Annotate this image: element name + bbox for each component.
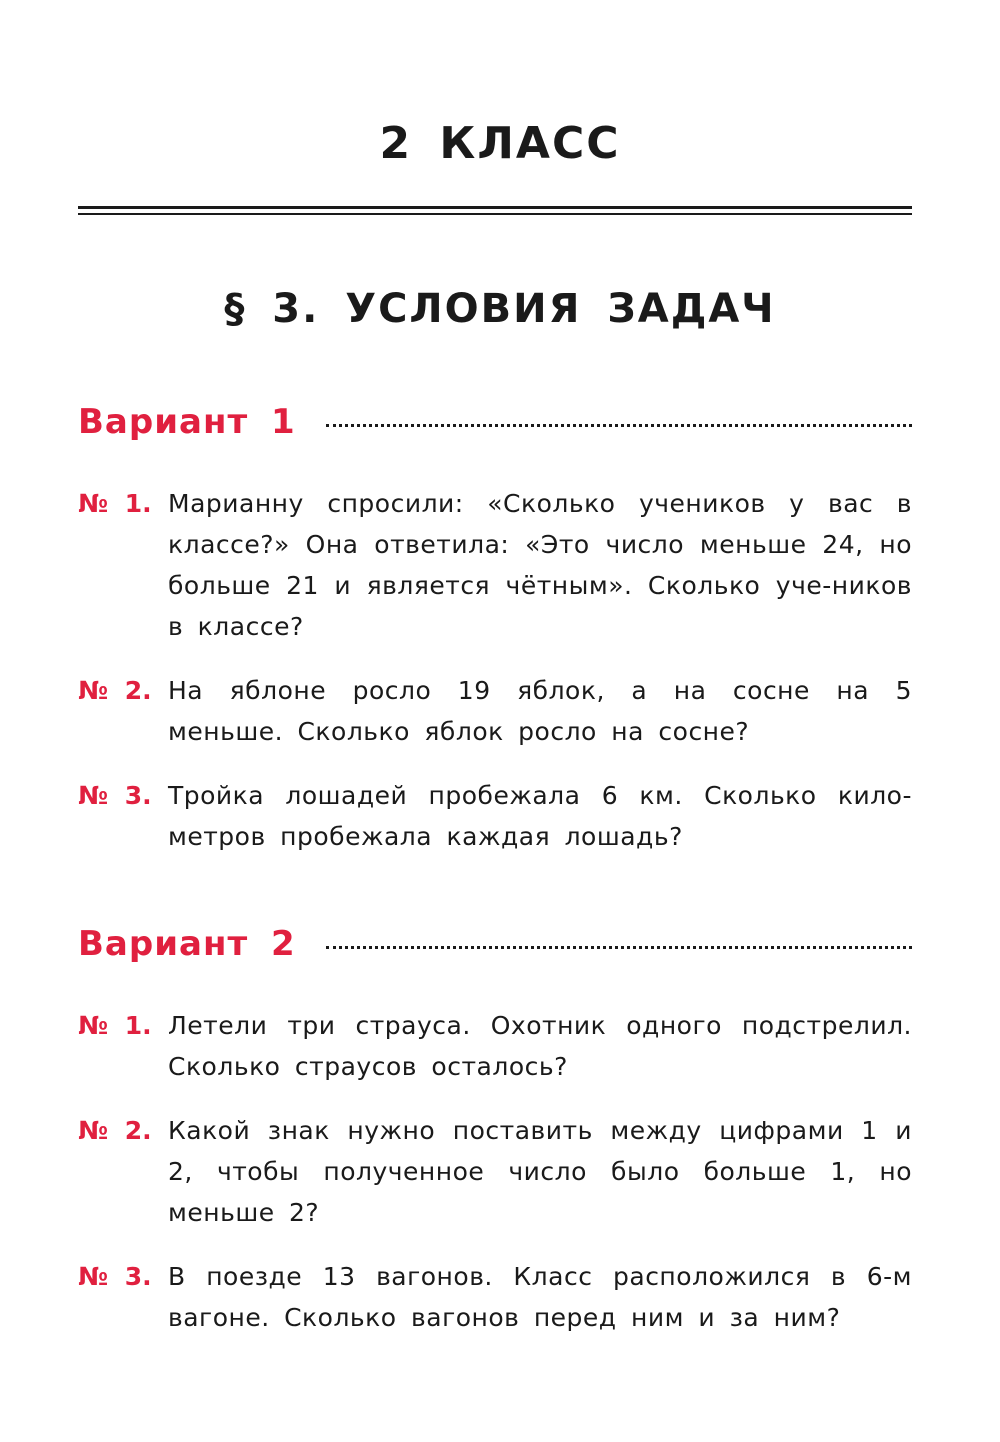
variant-title: Вариант 2 (78, 924, 296, 964)
problem-number: № 3. (78, 781, 152, 810)
problem-text: Марианну спросили: «Сколько учеников у вас в классе?» Она ответила: «Это число меньше 24, но больше 21 и является чётным». Сколько уче-ников в классе? (168, 489, 912, 641)
problem-item (78, 1005, 912, 1087)
variant-2 (78, 924, 912, 1338)
problem-text: Летели три страуса. Охотник одного подстрелил. Сколько страусов осталось? (168, 1011, 912, 1081)
problem-item (78, 775, 912, 857)
problem-number: № 1. (78, 489, 152, 518)
problem-item (78, 670, 912, 752)
double-rule-divider (78, 206, 912, 212)
variant-title: Вариант 1 (78, 402, 296, 442)
problem-number: № 2. (78, 676, 152, 705)
dotted-leader (326, 424, 912, 427)
variant-header (78, 402, 912, 452)
page-title: 2 КЛАСС (379, 118, 621, 169)
dotted-leader (326, 946, 912, 949)
section-title: § 3. УСЛОВИЯ ЗАДАЧ (224, 286, 776, 332)
problem-text: На яблоне росло 19 яблок, а на сосне на 5 меньше. Сколько яблок росло на сосне? (168, 676, 912, 746)
problem-number: № 2. (78, 1116, 152, 1145)
problem-text: В поезде 13 вагонов. Класс расположился в 6-м вагоне. Сколько вагонов перед ним и за ним? (168, 1262, 912, 1332)
problem-text: Какой знак нужно поставить между цифрами 1 и 2, чтобы полученное число было больше 1, но меньше 2? (168, 1116, 912, 1227)
problem-item (78, 1110, 912, 1233)
problem-item (78, 483, 912, 647)
problem-number: № 3. (78, 1262, 152, 1291)
variant-1 (78, 402, 912, 857)
variant-header (78, 924, 912, 974)
problem-text: Тройка лошадей пробежала 6 км. Сколько кило-метров пробежала каждая лошадь? (168, 781, 912, 851)
problem-item (78, 1256, 912, 1338)
problem-number: № 1. (78, 1011, 152, 1040)
